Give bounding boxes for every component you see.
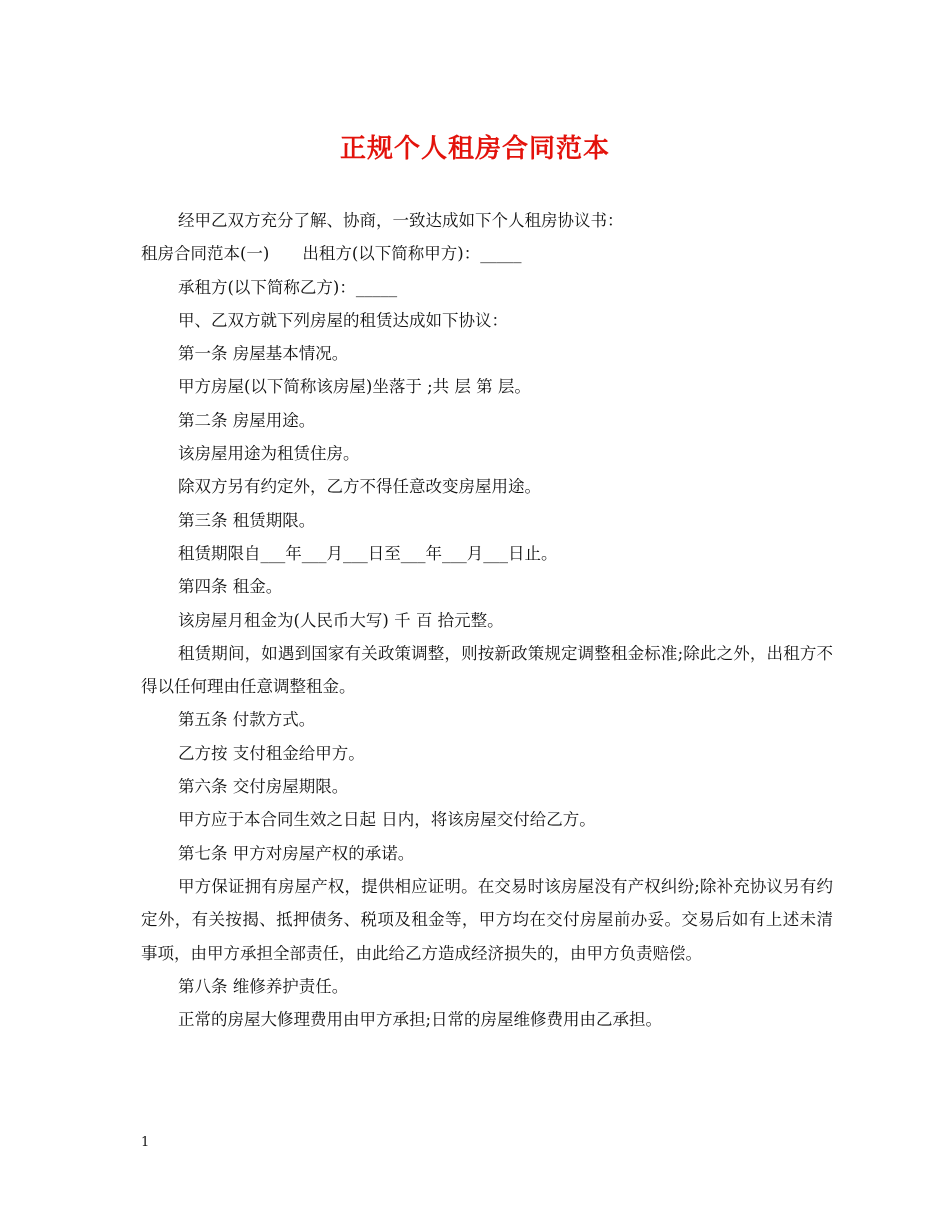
paragraph: 第四条 租金。 <box>178 577 283 597</box>
paragraph: 第五条 付款方式。 <box>178 710 316 730</box>
paragraph: 除双方另有约定外，乙方不得任意改变房屋用途。 <box>178 477 541 497</box>
paragraph: 第三条 租赁期限。 <box>178 510 316 530</box>
paragraph: 乙方按 支付租金给甲方。 <box>178 743 365 763</box>
paragraph: 第七条 甲方对房屋产权的承诺。 <box>178 843 415 863</box>
paragraph: 甲、乙双方就下列房屋的租赁达成如下协议： <box>178 310 508 330</box>
document-title: 正规个人租房合同范本 <box>339 134 610 164</box>
paragraph: 第一条 房屋基本情况。 <box>178 344 349 364</box>
paragraph: 租赁期间，如遇到国家有关政策调整，则按新政策规定调整租金标准;除此之外，出租方不得以任何理由任意调整租金。 <box>141 643 833 697</box>
paragraph: 甲方应于本合同生效之日起 日内，将该房屋交付给乙方。 <box>178 810 596 830</box>
paragraph: 承租方(以下简称乙方)：_____ <box>178 277 398 297</box>
paragraph: 甲方保证拥有房屋产权，提供相应证明。在交易时该房屋没有产权纠纷;除补充协议另有约定外，有关按揭、抵押债务、税项及租金等，甲方均在交付房屋前办妥。交易后如有上述未清事项，由甲方承担全部责任，由此给乙方造成经济损失的，由甲方负责赔偿。 <box>141 876 833 963</box>
paragraph: 租赁期限自___年___月___日至___年___月___日止。 <box>178 543 558 563</box>
paragraph: 第八条 维修养护责任。 <box>178 976 349 996</box>
paragraph: 该房屋用途为租赁住房。 <box>178 444 360 464</box>
paragraph: 甲方房屋(以下简称该房屋)坐落于 ;共 层 第 层。 <box>178 377 531 397</box>
paragraph: 正常的房屋大修理费用由甲方承担;日常的房屋维修费用由乙承担。 <box>178 1010 663 1030</box>
paragraph: 该房屋月租金为(人民币大写) 千 百 拾元整。 <box>178 610 504 630</box>
paragraph: 经甲乙双方充分了解、协商，一致达成如下个人租房协议书： <box>178 211 624 230</box>
document-body <box>141 204 833 1036</box>
paragraph: 租房合同范本(一) 出租方(以下简称甲方)：_____ <box>141 244 522 264</box>
page-number: 1 <box>141 1135 150 1150</box>
paragraph: 第二条 房屋用途。 <box>178 410 316 430</box>
paragraph: 第六条 交付房屋期限。 <box>178 777 349 797</box>
